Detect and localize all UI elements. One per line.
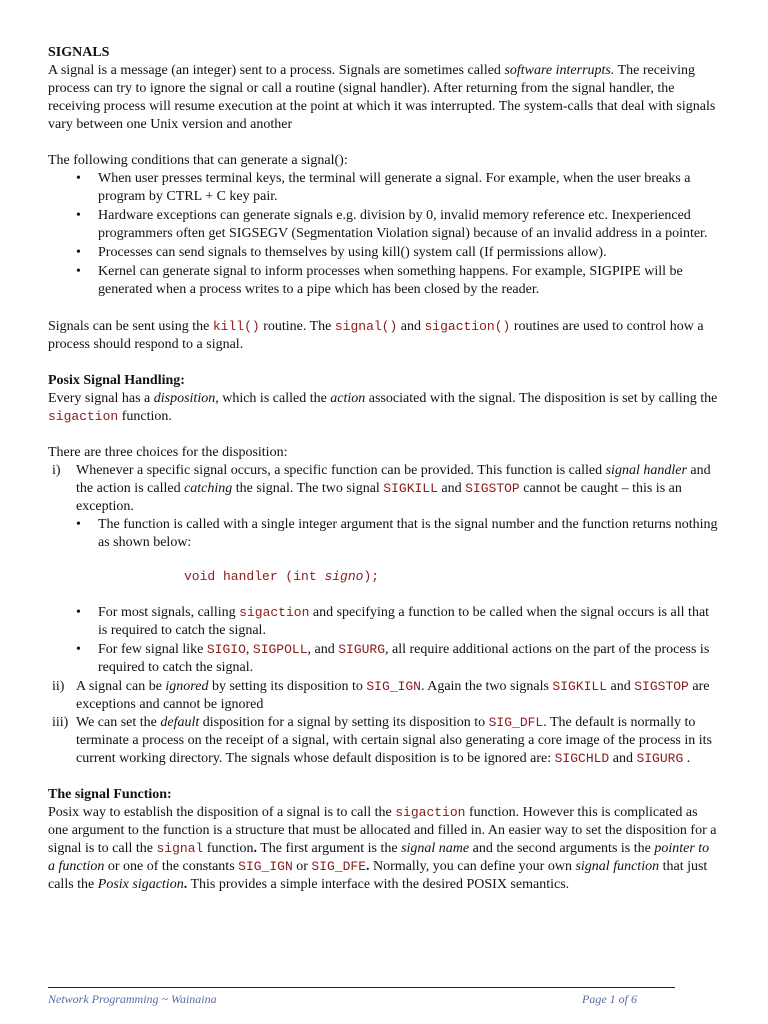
disposition-paragraph: Every signal has a disposition, which is called the action associated with the signal. The disposition is set by calling the sigaction function.	[48, 391, 718, 424]
choice-ignore	[48, 678, 718, 714]
signal-function-paragraph: Posix way to establish the disposition of a signal is to call the sigaction function. However this is complicated as one argument to the function is a structure that must be allocated and filled in. An easier way to set the disposition for a signal is to call the signal function. The first argument is the signal name and the second arguments is the pointer to a function or one of the constants SIG_IGN or SIG_DFE. Normally, you can define your own signal function that just calls the Posix sigaction. This provides a simple interface with the desired POSIX semantics.	[48, 805, 717, 892]
page-footer	[48, 992, 675, 1007]
posix-heading: Posix Signal Handling:	[48, 373, 185, 388]
choice-text: Whenever a specific signal occurs, a specific function can be provided. This function is called signal handler and the action is called catching the signal. The two signal SIGKILL and SIGSTOP cannot be caught – this is an exception.	[76, 463, 711, 514]
choice-number: i)	[52, 463, 61, 478]
choice-number: ii)	[52, 679, 65, 694]
document-page	[48, 44, 718, 894]
choice-catch	[48, 462, 718, 677]
choice-default	[48, 714, 718, 768]
catch-bullets	[76, 516, 718, 677]
list-item: • The function is called with a single integer argument that is the signal number and the function returns nothing as shown below: void handler (int signo);	[76, 516, 718, 586]
choices-intro: There are three choices for the disposition:	[48, 445, 288, 460]
choice-number: iii)	[52, 715, 69, 730]
conditions-intro: The following conditions that can generate a signal():	[48, 153, 348, 168]
signals-heading: SIGNALS	[48, 45, 110, 60]
choice-text: We can set the default disposition for a signal by setting its disposition to SIG_DFL. The default is normally to terminate a process on the receipt of a signal, with certain signal also generating a core image of the process in its current working directory. The signals whose default disposition is to be ignored are: SIGCHLD and SIGURG .	[76, 715, 712, 766]
footer-divider	[48, 987, 675, 988]
choices-list	[48, 462, 718, 768]
signal-function-heading: The signal Function:	[48, 787, 172, 802]
sending-signals-paragraph: Signals can be sent using the kill() routine. The signal() and sigaction() routines are used to control how a process should respond to a signal.	[48, 319, 704, 352]
list-item: • Kernel can generate signal to inform processes when something happens. For example, SIGPIPE will be generated when a process writes to a pipe which has been closed by the reader.	[76, 263, 718, 299]
list-item: • For few signal like SIGIO, SIGPOLL, and SIGURG, all require additional actions on the part of the process is required to catch the signal.	[76, 641, 718, 677]
page-number: Page 1 of 6	[582, 992, 637, 1006]
handler-code: void handler (int signo);	[184, 569, 380, 584]
list-item: • Processes can send signals to themselves by using kill() system call (If permissions allow).	[76, 244, 718, 262]
list-item: • For most signals, calling sigaction and specifying a function to be called when the signal occurs is all that is required to catch the signal.	[76, 604, 718, 640]
signals-intro-paragraph: A signal is a message (an integer) sent to a process. Signals are sometimes called software interrupts. The receiving process can try to ignore the signal or call a routine (signal handler). After returning from the signal handler, the receiving process will resume execution at the point at which it was interrupted. The system-calls that deal with signals vary between one Unix version and another	[48, 63, 716, 132]
footer-left: Network Programming ~ Wainaina	[48, 992, 217, 1006]
list-item: • When user presses terminal keys, the terminal will generate a signal. For example, when the user breaks a program by CTRL + C key pair.	[76, 170, 718, 206]
list-item: • Hardware exceptions can generate signals e.g. division by 0, invalid memory reference etc. Inexperienced programmers often get SIGSEGV (Segmentation Violation signal) because of an invalid address in a pointer.	[76, 207, 718, 243]
conditions-list	[48, 170, 718, 299]
choice-text: A signal can be ignored by setting its disposition to SIG_IGN. Again the two signals SIGKILL and SIGSTOP are exceptions and cannot be ignored	[76, 679, 710, 712]
